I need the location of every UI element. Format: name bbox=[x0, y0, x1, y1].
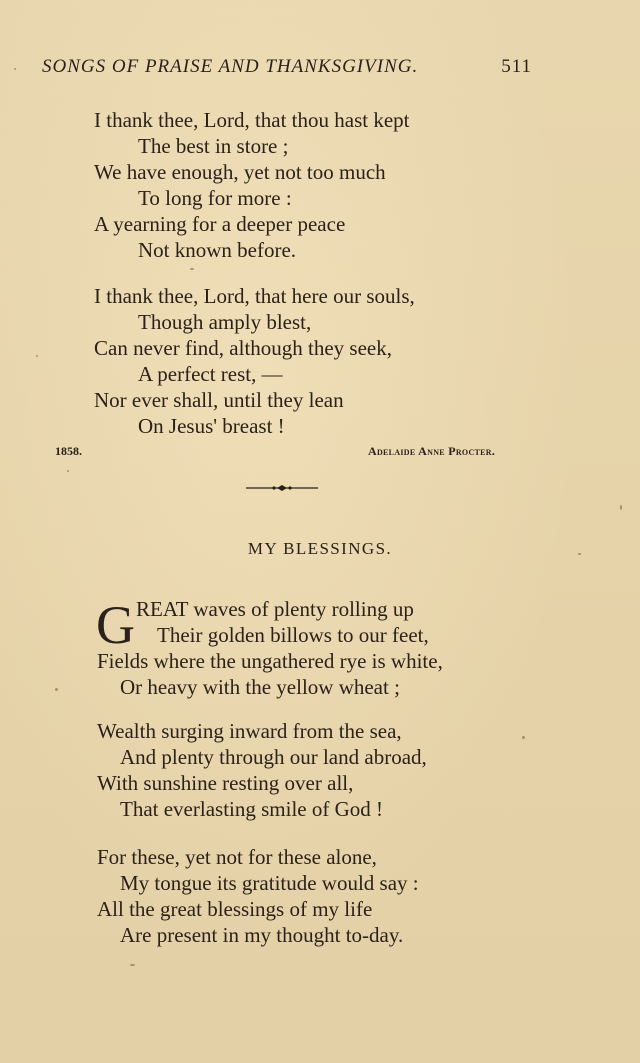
paper-speck bbox=[36, 355, 38, 357]
poem1-stanza2-line4: A perfect rest, — bbox=[138, 362, 283, 386]
poem2-stanza2-line3: With sunshine resting over all, bbox=[97, 771, 354, 795]
poem1-stanza1-line2: The best in store ; bbox=[138, 134, 289, 158]
poem1-stanza2-line5: Nor ever shall, until they lean bbox=[94, 388, 344, 412]
poem1-stanza1-line4: To long for more : bbox=[138, 186, 292, 210]
poem2-stanza1-line1: REAT waves of plenty rolling up bbox=[136, 597, 414, 621]
paper-speck bbox=[130, 964, 135, 966]
poem2-stanza1-line2: Their golden billows to our feet, bbox=[157, 623, 429, 647]
poem-author: Adelaide Anne Procter. bbox=[368, 444, 496, 458]
poem2-stanza2-line4: That everlasting smile of God ! bbox=[120, 797, 384, 821]
paper-speck bbox=[190, 268, 194, 270]
poem2-title: MY BLESSINGS. bbox=[247, 539, 393, 558]
running-head-title: SONGS OF PRAISE AND THANKSGIVING. bbox=[42, 56, 419, 77]
paper-speck bbox=[14, 68, 16, 70]
poem2-stanza2-line1: Wealth surging inward from the sea, bbox=[97, 719, 402, 743]
poem2-stanza3-line3: All the great blessings of my life bbox=[97, 897, 373, 921]
paper-speck bbox=[55, 688, 58, 691]
paper-speck bbox=[522, 736, 525, 739]
section-divider-ornament bbox=[246, 482, 318, 494]
poem2-stanza3-line4: Are present in my thought to-day. bbox=[120, 923, 404, 947]
poem1-stanza2-line6: On Jesus' breast ! bbox=[138, 414, 285, 438]
poem2-stanza1-line3: Fields where the ungathered rye is white, bbox=[97, 649, 443, 673]
poem1-stanza2-line2: Though amply blest, bbox=[138, 310, 312, 334]
poem1-stanza1-line6: Not known before. bbox=[138, 238, 297, 262]
poem-year: 1858. bbox=[55, 444, 82, 458]
running-head bbox=[42, 56, 532, 78]
poem1-stanza2-line1: I thank thee, Lord, that here our souls, bbox=[94, 284, 415, 308]
poem1-stanza1-line3: We have enough, yet not too much bbox=[94, 160, 386, 184]
poem2-stanza2-line2: And plenty through our land abroad, bbox=[120, 745, 427, 769]
poem2-stanza1-line4: Or heavy with the yellow wheat ; bbox=[120, 675, 400, 699]
drop-cap: G bbox=[96, 595, 135, 655]
page-number: 511 bbox=[501, 56, 532, 77]
poem1-stanza1-line1: I thank thee, Lord, that thou hast kept bbox=[94, 108, 410, 132]
paper-speck bbox=[67, 470, 69, 472]
poem2-stanza3-line1: For these, yet not for these alone, bbox=[97, 845, 377, 869]
poem1-stanza1-line5: A yearning for a deeper peace bbox=[94, 212, 346, 236]
paper-speck bbox=[578, 553, 581, 555]
paper-speck bbox=[620, 505, 622, 510]
poem1-stanza2-line3: Can never find, although they seek, bbox=[94, 336, 392, 360]
poem2-stanza3-line2: My tongue its gratitude would say : bbox=[120, 871, 419, 895]
